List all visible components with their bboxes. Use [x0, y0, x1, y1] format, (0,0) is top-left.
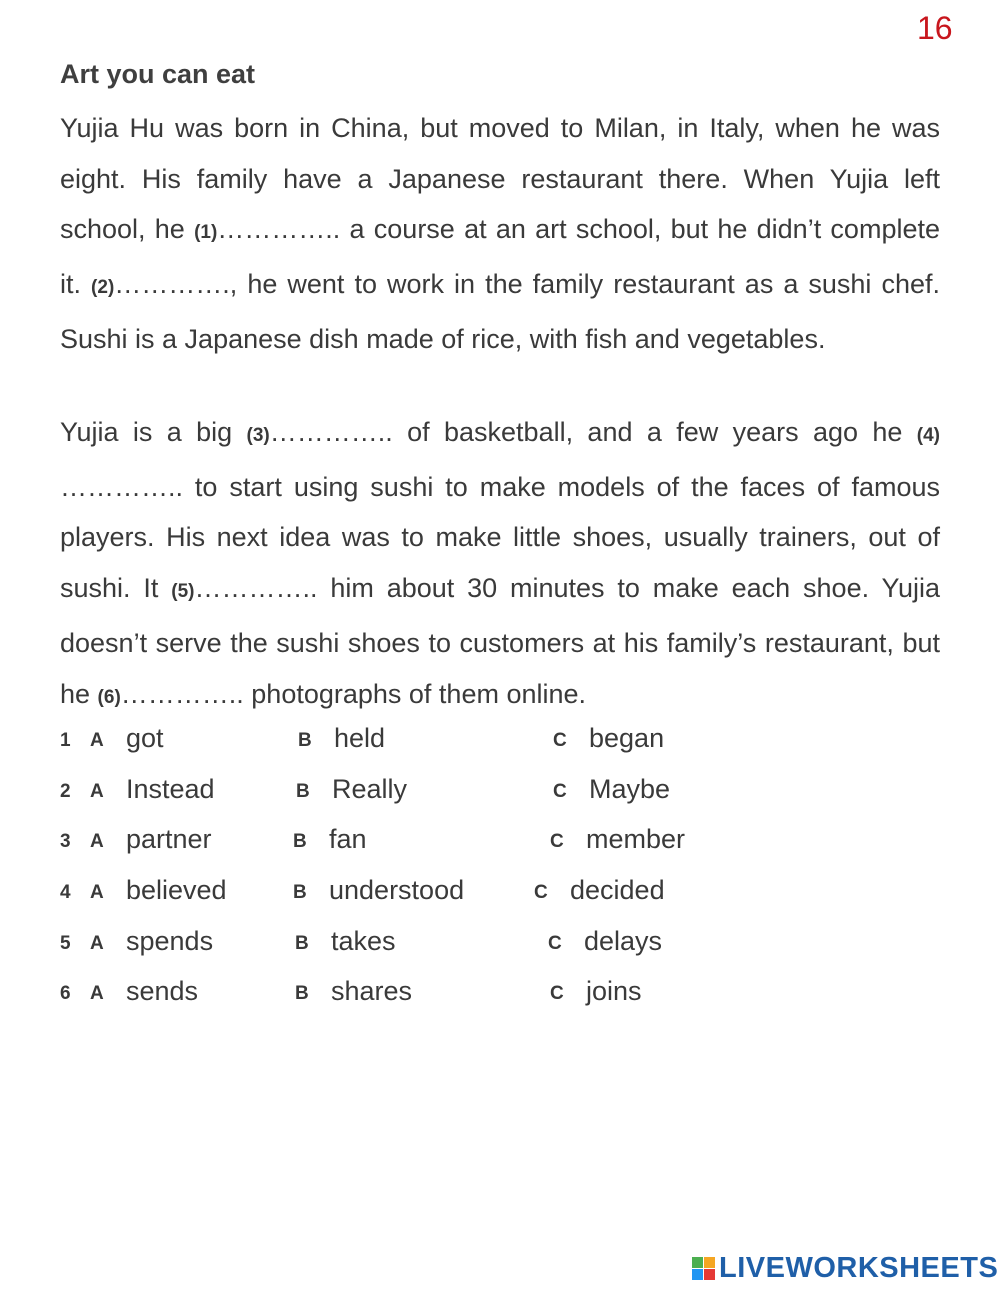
question-number: 5: [60, 932, 71, 954]
option-letter-b: B: [295, 932, 309, 954]
question-number: 2: [60, 780, 71, 802]
option-b-text[interactable]: Really: [332, 773, 408, 804]
option-b-text[interactable]: understood: [329, 875, 465, 906]
option-row-3: [60, 813, 940, 864]
paragraph-text: ………….. him about 30 minutes to make each shoe. Yujia doesn’t serve the sushi shoes to customers at his family’s restaurant, but he: [60, 573, 941, 709]
option-a-text[interactable]: believed: [126, 875, 227, 906]
option-a-text[interactable]: Instead: [126, 773, 215, 804]
liveworksheets-logo[interactable]: [692, 1252, 998, 1285]
option-letter-b: B: [293, 882, 307, 904]
option-b-text[interactable]: takes: [331, 925, 396, 956]
option-c-text[interactable]: decided: [570, 875, 665, 906]
liveworksheets-logo-icon: [692, 1257, 715, 1280]
gap-3-label: (3): [246, 425, 270, 446]
option-b-text[interactable]: held: [334, 723, 386, 753]
gap-4-label: (4): [916, 425, 940, 446]
gap-6-label: (6): [97, 686, 121, 708]
option-letter-a: A: [90, 983, 104, 1005]
option-row-4: [60, 864, 940, 915]
option-c-text[interactable]: member: [586, 824, 686, 855]
option-letter-b: B: [296, 780, 310, 802]
option-a-text[interactable]: got: [126, 723, 164, 753]
logo-square-green: [692, 1257, 703, 1268]
page-number: 16: [917, 10, 953, 46]
paragraph-text: ………….. a course at an art school, but he didn’t complete it.: [60, 214, 940, 300]
option-b-text[interactable]: fan: [329, 824, 367, 855]
option-c-text[interactable]: delays: [584, 925, 663, 956]
paragraph-text: ………….. photographs of them online.: [120, 678, 587, 709]
option-letter-c: C: [550, 831, 564, 853]
option-letter-b: B: [295, 983, 309, 1005]
option-a-text[interactable]: sends: [126, 976, 199, 1007]
option-letter-a: A: [90, 882, 104, 904]
option-letter-b: B: [293, 831, 307, 853]
paragraph-text: Yujia is a big: [60, 417, 247, 447]
paragraph-text: ………….. to start using sushi to make models of the faces of famous players. His next idea was to make little shoes, usually trainers, out of sushi. It: [60, 471, 940, 604]
option-b-text[interactable]: shares: [331, 976, 413, 1007]
logo-square-blue: [692, 1269, 703, 1280]
option-letter-c: C: [548, 932, 562, 954]
option-letter-a: A: [90, 730, 104, 751]
option-c-text[interactable]: Maybe: [589, 773, 671, 804]
option-row-2: [60, 763, 940, 814]
title: Art you can eat: [60, 59, 256, 89]
option-letter-a: A: [90, 831, 104, 853]
option-letter-a: A: [90, 780, 104, 802]
paragraph-text: …………., he went to work in the family restaurant as a sushi chef. Sushi is a Japanese dish made of rice, with fish and vegetables.: [60, 269, 940, 354]
question-number: 4: [60, 882, 71, 904]
option-letter-c: C: [553, 730, 567, 751]
option-row-6: [60, 965, 940, 1016]
answer-options: [60, 712, 940, 1016]
option-letter-c: C: [553, 780, 567, 802]
option-a-text[interactable]: spends: [126, 925, 214, 956]
option-row-5: [60, 915, 940, 966]
paragraph-1: [60, 103, 940, 365]
option-letter-a: A: [90, 932, 104, 954]
gap-2-label: (2): [91, 277, 115, 299]
gap-5-label: (5): [171, 581, 195, 603]
option-c-text[interactable]: joins: [586, 976, 642, 1007]
logo-square-orange: [704, 1257, 715, 1268]
logo-text: LIVEWORKSHEETS: [719, 1252, 999, 1284]
option-letter-c: C: [534, 882, 548, 904]
gap-1-label: (1): [194, 222, 218, 244]
paragraph-2: [60, 407, 940, 723]
question-number: 1: [60, 730, 71, 751]
question-number: 3: [60, 831, 71, 853]
paragraph-text: Yujia Hu was born in China, but moved to Milan, in Italy, when he was eight. His family have a Japanese restaurant there. When Yujia left school, he: [60, 113, 940, 245]
option-row-1: [60, 712, 940, 763]
option-letter-b: B: [298, 730, 312, 751]
option-letter-c: C: [550, 983, 564, 1005]
option-a-text[interactable]: partner: [126, 824, 212, 855]
question-number: 6: [60, 983, 71, 1005]
logo-square-red: [704, 1269, 715, 1280]
paragraph-text: ………….. of basketball, and a few years ago he: [269, 417, 917, 447]
option-c-text[interactable]: began: [589, 723, 665, 753]
